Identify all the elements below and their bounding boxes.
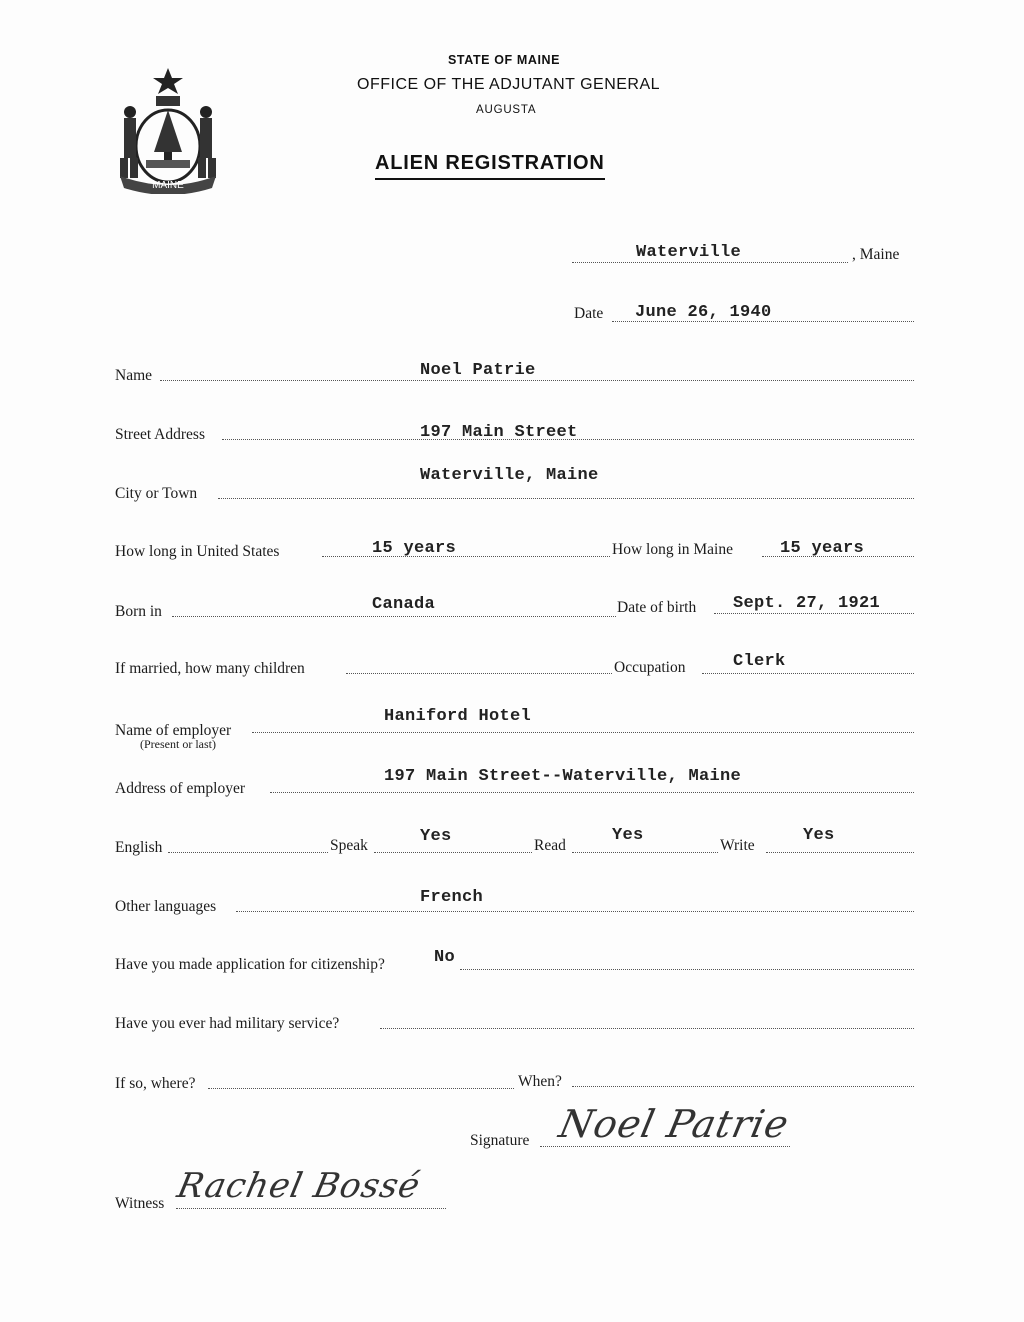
speak-label: Speak [330, 837, 368, 854]
read-label: Read [534, 837, 566, 854]
read-value: Yes [612, 826, 644, 845]
date-label: Date [574, 305, 604, 322]
witness-handwriting: Rachel Bossé [173, 1166, 425, 1206]
citizenship-value: No [434, 948, 456, 967]
other-languages-value: French [420, 888, 484, 907]
write-value: Yes [803, 826, 835, 845]
state-heading: STATE OF MAINE [448, 53, 561, 67]
employer-sublabel: (Present or last) [140, 737, 216, 751]
form-title: ALIEN REGISTRATION [375, 152, 605, 180]
speak-value: Yes [420, 827, 452, 846]
street-label: Street Address [115, 426, 205, 443]
city-label: City or Town [115, 485, 198, 502]
place-suffix: , Maine [852, 246, 900, 263]
where-label: If so, where? [115, 1075, 196, 1092]
born-value: Canada [372, 595, 436, 614]
us-years-value: 15 years [372, 539, 457, 558]
office-heading: OFFICE OF THE ADJUTANT GENERAL [357, 76, 661, 93]
street-value: 197 Main Street [420, 423, 578, 442]
other-languages-label: Other languages [115, 898, 217, 915]
children-label: If married, how many children [115, 660, 305, 677]
us-years-label: How long in United States [115, 543, 280, 560]
born-label: Born in [115, 603, 162, 620]
write-label: Write [720, 837, 755, 854]
citizenship-label: Have you made application for citizenship? [115, 956, 385, 973]
dob-label: Date of birth [617, 599, 697, 616]
name-label: Name [115, 367, 153, 384]
witness-label: Witness [115, 1195, 165, 1212]
city-value: Waterville, Maine [420, 466, 599, 485]
maine-years-label: How long in Maine [612, 541, 733, 558]
seal-banner-text: MAINE [152, 180, 184, 191]
dob-value: Sept. 27, 1921 [733, 594, 881, 613]
employer-value: Haniford Hotel [384, 707, 532, 726]
occupation-label: Occupation [614, 659, 686, 676]
date-value: June 26, 1940 [635, 303, 772, 322]
employer-address-value: 197 Main Street--Waterville, Maine [384, 767, 742, 786]
military-label: Have you ever had military service? [115, 1015, 340, 1032]
maine-years-value: 15 years [780, 539, 865, 558]
name-value: Noel Patrie [420, 361, 536, 380]
state-seal [112, 66, 224, 194]
place-value: Waterville [636, 243, 742, 262]
signature-label: Signature [470, 1132, 530, 1149]
english-label: English [115, 839, 163, 856]
employer-label: Name of employer [115, 722, 232, 739]
signature-handwriting: Noel Patrie [555, 1102, 794, 1146]
employer-address-label: Address of employer [115, 780, 245, 797]
when-label: When? [518, 1073, 562, 1090]
city-heading: AUGUSTA [476, 104, 537, 116]
occupation-value: Clerk [733, 652, 786, 671]
